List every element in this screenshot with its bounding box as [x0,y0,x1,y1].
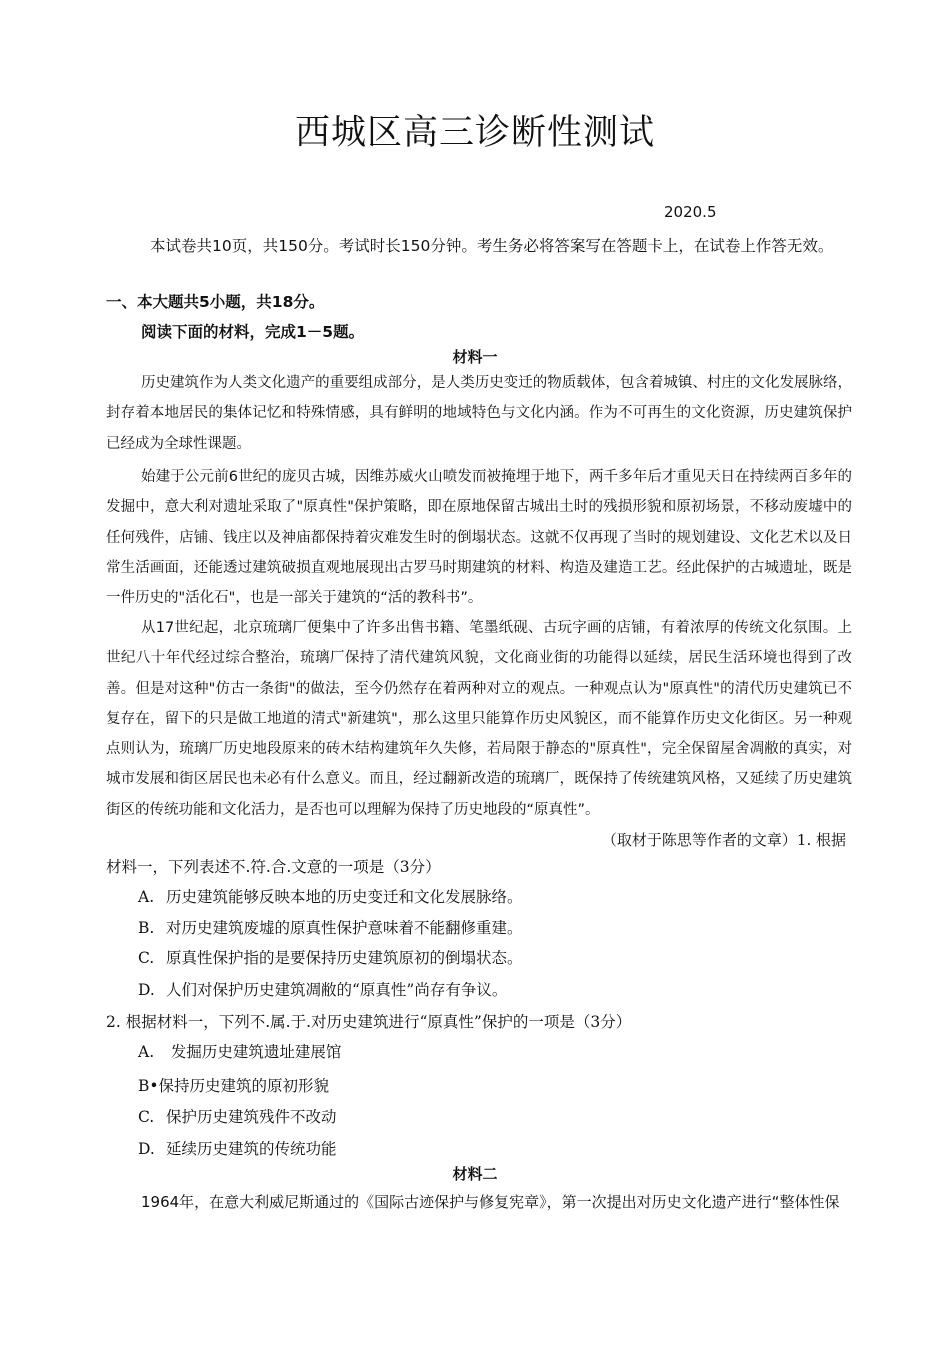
option-text: 发掘历史建筑遗址建展馆 [166,1043,342,1061]
exam-date: 2020.5 [664,203,717,221]
option-label: A. [138,888,155,906]
exam-instructions: 本试卷共10页，共150分。考试时长150分钟。考生务必将答案写在答题卡上，在试卷上作答无效。 [150,237,834,255]
option-label: B• [138,1077,159,1095]
option-text: 保持历史建筑的原初形貌 [158,1077,330,1095]
question-1-stem: 材料一，下列表述不.符.合.文意的一项是（3分） [106,858,441,876]
option-label: C. [138,1108,155,1126]
q2-option-b [138,1074,329,1096]
option-text: 保护历史建筑残件不改动 [166,1108,337,1126]
material-two-paragraph: 1964年，在意大利威尼斯通过的《国际古迹保护与修复宪章》，第一次提出对历史文化遗产进行“整体性保 [141,1193,840,1211]
q1-option-a [138,885,523,907]
option-label: A. [138,1043,155,1061]
q2-option-d [138,1137,337,1159]
option-text: 延续历史建筑的传统功能 [166,1140,337,1158]
material-one-paragraph: 历史建筑作为人类文化遗产的重要组成部分，是人类历史变迁的物质载体，包含着城镇、村庄的文化发展脉络，封存着本地居民的集体记忆和特殊情感，具有鲜明的地域特色与文化内涵。作为不可再生的文化资源，历史建筑保护已经成为全球性课题。 [106,375,852,452]
material-two-heading: 材料二 [452,1165,498,1183]
reading-instruction: 阅读下面的材料，完成1－5题。 [141,323,365,341]
option-label: D. [138,1140,155,1158]
option-label: C. [138,949,155,967]
q1-option-b [138,916,523,938]
material-one-paragraph: 始建于公元前6世纪的庞贝古城，因维苏威火山喷发而被掩埋于地下，两千多年后才重见天日在持续两百多年的发掘中，意大利对遗址采取了"原真性"保护策略，即在原地保留古城出土时的残损形貌和原初场景，不移动废墟中的任何残件，店铺、钱庄以及神庙都保持着灾难发生时的倒塌状态。这就不仅再现了当时的规划建设、文化艺术以及日常生活画面，还能透过建筑破损直观地展现出古罗马时期建筑的材料、构造及建造工艺。经此保护的古城遗址，既是一件历史的"活化石"，也是一部关于建筑的“活的教科书”。 [106,469,852,607]
q2-option-a [138,1040,341,1062]
q2-option-c [138,1105,337,1127]
material-one-heading: 材料一 [452,348,498,366]
question-2-stem: 2. 根据材料一，下列不.属.于.对历史建筑进行“原真性”保护的一项是（3分） [106,1013,632,1031]
section-heading: 一、本大题共5小题，共18分。 [106,293,325,311]
q1-option-c [138,946,523,968]
material-source: （取材于陈思等作者的文章）1. 根据 [601,831,846,849]
q1-option-d [138,978,507,1000]
option-text: 人们对保护历史建筑凋敝的“原真性”尚存有争议。 [166,981,508,999]
option-text: 历史建筑能够反映本地的历史变迁和文化发展脉络。 [166,888,523,906]
option-text: 对历史建筑废墟的原真性保护意味着不能翻修重建。 [166,919,523,937]
option-text: 原真性保护指的是要保持历史建筑原初的倒塌状态。 [166,949,523,967]
material-one-paragraph: 从17世纪起，北京琉璃厂便集中了许多出售书籍、笔墨纸砚、古玩字画的店铺，有着浓厚的传统文化氛围。上世纪八十年代经过综合整治，琉璃厂保持了清代建筑风貌，文化商业街的功能得以延续，居民生活环境也得到了改善。但是对这种"仿古一条街"的做法，至今仍然存在着两种对立的观点。一种观点认为"原真性"的清代历史建筑已不复存在，留下的只是做工地道的清式"新建筑"，那么这里只能算作历史风貌区，而不能算作历史文化街区。另一种观点则认为，琉璃厂历史地段原来的砖木结构建筑年久失修，若局限于静态的"原真性"，完全保留屋舍凋敝的真实，对城市发展和街区居民也未必有什么意义。而且，经过翻新改造的琉璃厂，既保持了传统建筑风格，又延续了历史建筑街区的传统功能和文化活力，是否也可以理解为保持了历史地段的“原真性”。 [106,620,852,818]
option-label: D. [138,981,155,999]
option-label: B. [138,919,155,937]
page-title: 西城区高三诊断性测试 [294,113,655,153]
